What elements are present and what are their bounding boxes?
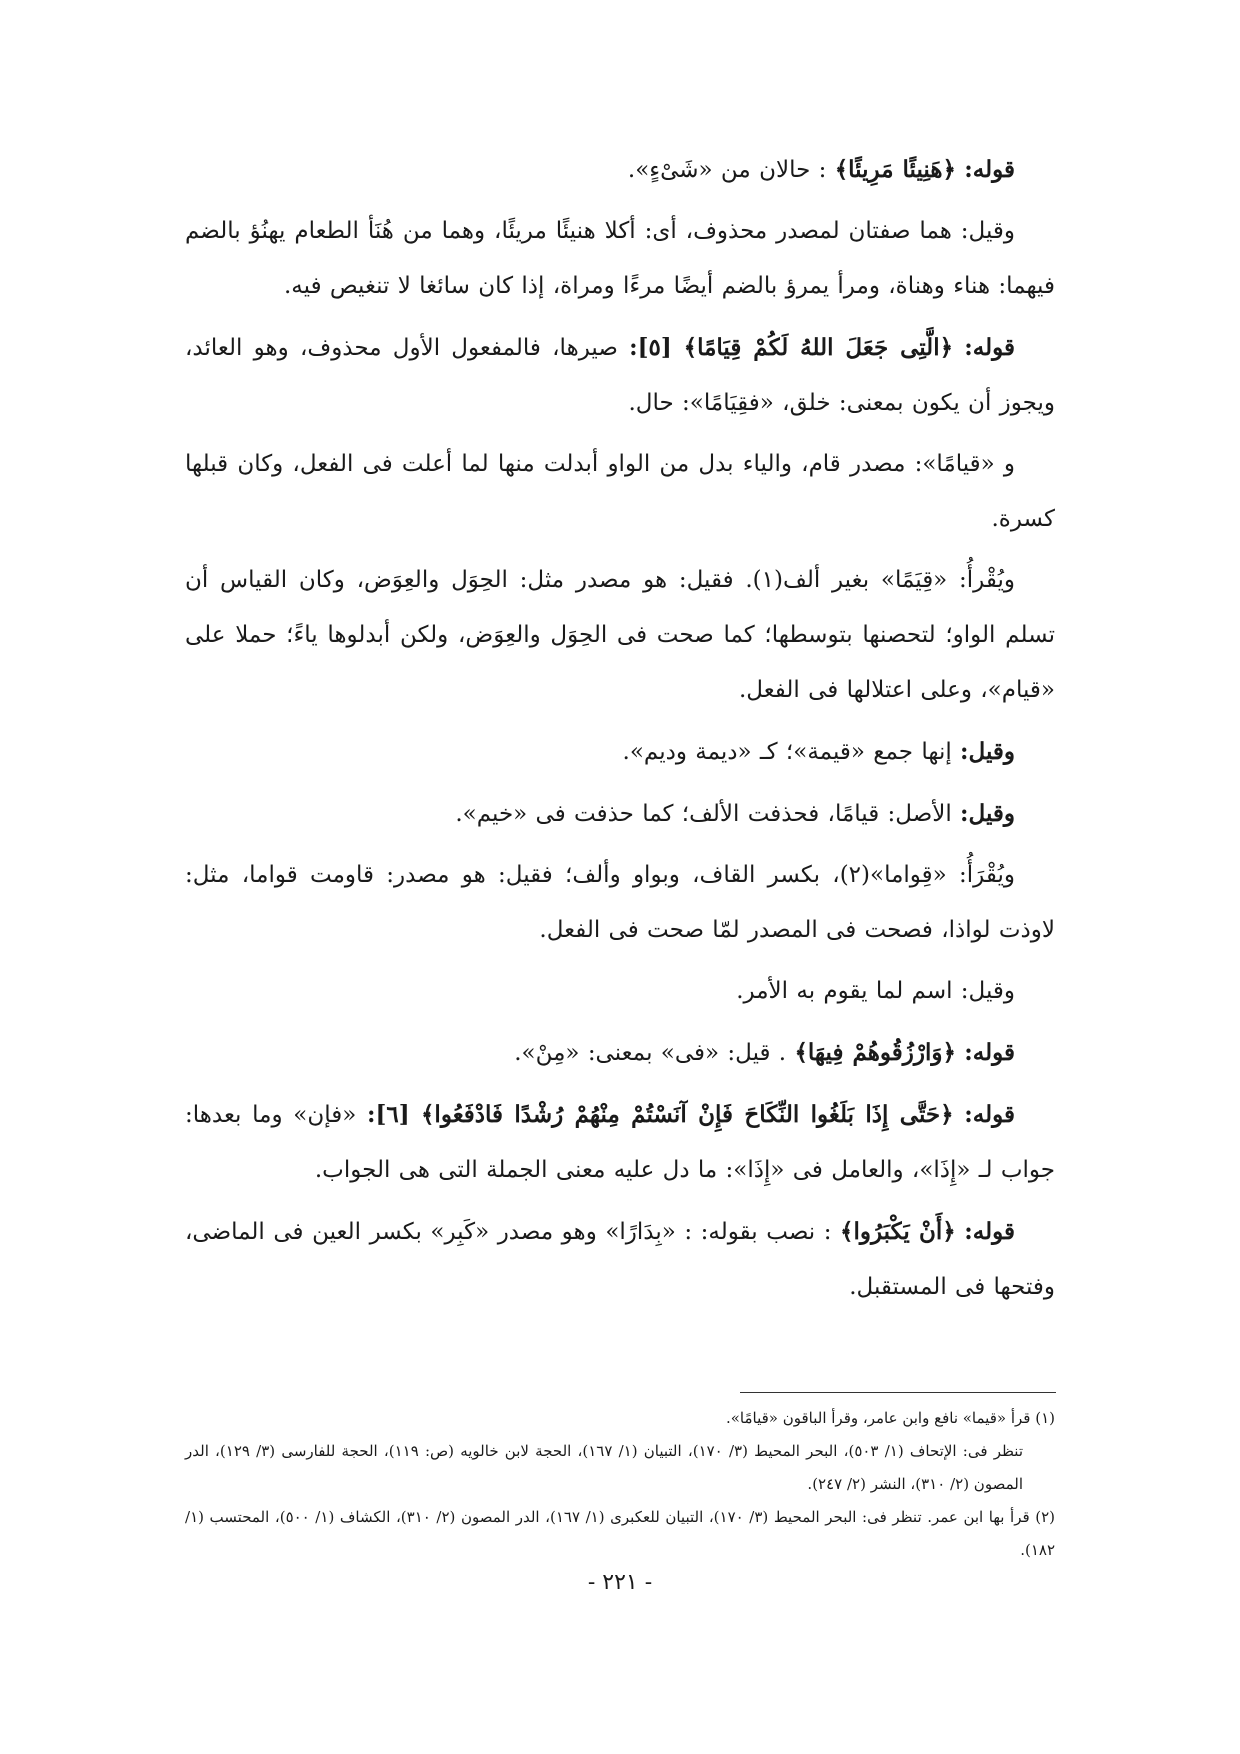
paragraph-body: و «قيامًا»: مصدر قام، والياء بدل من الواو أبدلت منها لما أعلت فى الفعل، وكان قبلها كسرة. [185,451,1055,532]
paragraph-label: وقيل: [960,800,1015,827]
paragraph-body: «فإن» وما بعدها: جواب لـ «إِذَا»، والعامل فى «إِذَا»: ما دل عليه معنى الجملة التى هى الجواب. [185,1102,1055,1183]
paragraph-9 [185,964,1055,1019]
paragraph-label: قوله: [964,334,1015,361]
paragraph-body: وقيل: اسم لما يقوم به الأمر. [736,978,1015,1004]
footnote-1-sources [185,1435,1055,1501]
quran-verse: ﴿الَّتِى جَعَلَ اللهُ لَكُمْ قِيَامًا﴾ [٥]: [629,334,954,361]
paragraph-body: ويُقْرأُ: «قِيَمًا» بغير ألف(١). فقيل: هو مصدر مثل: الحِوَل والعِوَض، وكان القياس أن تسلم الواو؛ لتحصنها بتوسطها؛ كما صحت فى الحِوَل والعِوَض، ولكن أبدلوها ياءً؛ حملا على «قيام»، وعلى اعتلالها فى الفعل. [185,567,1055,703]
paragraph-5 [185,553,1055,718]
paragraph-4 [185,437,1055,547]
paragraph-6 [185,724,1055,780]
page-number: - ٢٢١ - [587,1570,653,1595]
footnote-line: تنظر فى: الإتحاف (١/ ٥٠٣)، البحر المحيط (٣/ ١٧٠)، التبيان (١/ ١٦٧)، الحجة لابن خالويه (ص: ١١٩)، الحجة للفارسى (٣/ ١٢٩)، الدر المصون (٢/ ٣١٠)، النشر (٢/ ٢٤٧). [185,1442,1023,1493]
main-text [185,142,1055,1321]
paragraph-body: : نصب بقوله: : «بِدَارًا» وهو مصدر «كَبِر» بكسر العين فى الماضى، وفتحها فى المستقبل. [185,1219,1055,1300]
paragraph-body: الأصل: قيامًا، فحذفت الألف؛ كما حذفت فى «خيم». [455,801,952,827]
paragraph-12 [185,1204,1055,1315]
quran-verse: ﴿أَنْ يَكْبَرُوا﴾ [840,1218,956,1245]
paragraph-11 [185,1087,1055,1198]
paragraph-body: ويُقْرَأُ: «قِواما»(٢)، بكسر القاف، وبواو وألف؛ فقيل: هو مصدر: قاومت قواما، مثل: لاوذت لواذا، فصحت فى المصدر لمّا صحت فى الفعل. [185,862,1055,943]
footnote-separator [740,1392,1056,1393]
quran-verse: ﴿هَنِيئًا مَرِيئًا﴾ [834,156,956,183]
footnote-1 [185,1402,1055,1435]
paragraph-body: . قيل: «فى» بمعنى: «مِنْ». [514,1040,787,1066]
paragraph-8 [185,848,1055,958]
footnote-number: (٢) [1035,1508,1056,1526]
quran-verse: ﴿حَتَّى إِذَا بَلَغُوا النِّكَاحَ فَإِنْ آنَسْتُمْ مِنْهُمْ رُشْدًا فَادْفَعُوا﴾ [٦]: [366,1101,954,1128]
footnote-number: (١) [1035,1409,1055,1427]
paragraph-label: قوله: [964,1039,1015,1066]
paragraph-body: : حالان من «شَىْءٍ». [627,157,827,183]
quran-verse: ﴿وَارْزُقُوهُمْ فِيهَا﴾ [794,1039,956,1066]
paragraph-label: قوله: [964,1101,1015,1128]
paragraph-3 [185,320,1055,431]
paragraph-2 [185,204,1055,314]
paragraph-label: وقيل: [960,738,1015,765]
paragraph-label: قوله: [964,1218,1015,1245]
paragraph-body: وقيل: هما صفتان لمصدر محذوف، أى: أكلا هنيئًا مريئًا، وهما من هُنَأ الطعام يهنُؤ بالضم فيهما: هناء وهناة، ومرأ يمرؤ بالضم أيضًا مرءًا ومراة، إذا كان سائغا لا تنغيص فيه. [185,218,1055,299]
paragraph-label: قوله: [964,156,1015,183]
footnotes [185,1402,1055,1567]
footnote-line: قرأ «قيما» نافع وابن عامر، وقرأ الباقون «قيامًا». [725,1409,1031,1427]
paragraph-1 [185,142,1055,198]
footnote-2 [185,1501,1055,1567]
paragraph-body: إنها جمع «قيمة»؛ كـ «ديمة وديم». [622,739,952,765]
paragraph-10 [185,1025,1055,1081]
paragraph-7 [185,786,1055,842]
footnote-line: قرأ بها ابن عمر. تنظر فى: البحر المحيط (٣/ ١٧٠)، التبيان للعكبرى (١/ ١٦٧)، الدر المصون (٢/ ٣١٠)، الكشاف (١/ ٥٠٠)، المحتسب (١/ ١٨٢). [185,1508,1055,1559]
paragraph-body: صيرها، فالمفعول الأول محذوف، وهو العائد، ويجوز أن يكون بمعنى: خلق، «فقِيَامًا»: حال. [185,335,1055,416]
